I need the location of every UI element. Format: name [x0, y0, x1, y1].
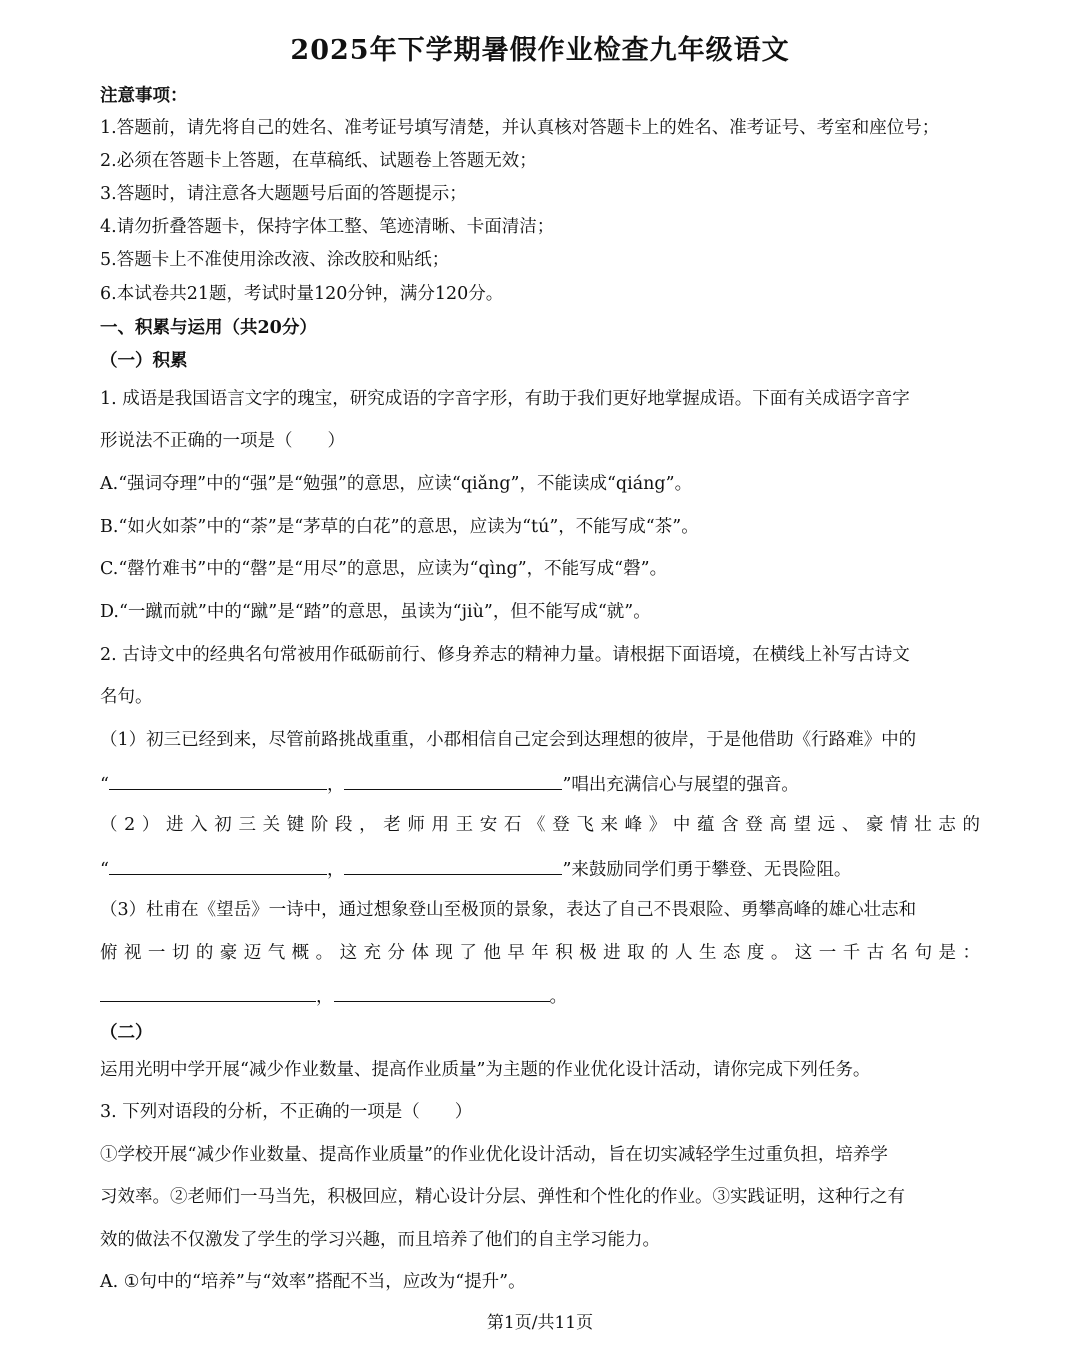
q3-passage: 习效率。②老师们一马当先，积极回应，精心设计分层、弹性和个性化的作业。③实践证明，这种行之有	[100, 1187, 905, 1207]
q2-part2-tail: ”来鼓励同学们勇于攀登、无畏险阻。	[562, 860, 852, 880]
q1-stem: 1. 成语是我国语言文字的瑰宝，研究成语的字音字形，有助于我们更好地掌握成语。下面有关成语字音字	[100, 389, 910, 409]
subsection-heading: （一）积累	[100, 351, 188, 371]
answer-blank[interactable]	[334, 983, 550, 1002]
q2-part3-blanks	[100, 983, 980, 1009]
section-heading: 一、积累与运用（共20分）	[100, 318, 317, 338]
q1-stem-cont: 形说法不正确的一项是（ ）	[100, 431, 345, 451]
notice-item: 6.本试卷共21题，考试时量120分钟，满分120分。	[100, 284, 504, 304]
answer-blank[interactable]	[109, 771, 327, 790]
q2-stem-cont: 名句。	[100, 687, 153, 707]
notice-heading: 注意事项：	[100, 86, 188, 106]
notice-item: 3.答题时，请注意各大题题号后面的答题提示；	[100, 184, 467, 204]
task-intro: 运用光明中学开展“减少作业数量、提高作业质量”为主题的作业优化设计活动，请你完成下列任务。	[100, 1060, 871, 1080]
notice-item: 5.答题卡上不准使用涂改液、涂改胶和贴纸；	[100, 250, 450, 270]
q1-option-b: B.“如火如荼”中的“荼”是“茅草的白花”的意思，应读为“tú”，不能写成“茶”。	[100, 517, 699, 537]
answer-blank[interactable]	[344, 856, 562, 875]
page-title: 2025年下学期暑假作业检查九年级语文	[290, 35, 790, 66]
q1-option-a: A.“强词夺理”中的“强”是“勉强”的意思，应读“qiǎng”，不能读成“qiáng”。	[100, 474, 693, 494]
q3-passage: 效的做法不仅激发了学生的学习兴趣，而且培养了他们的自主学习能力。	[100, 1230, 660, 1250]
answer-blank[interactable]	[109, 856, 327, 875]
answer-blank[interactable]	[344, 771, 562, 790]
comma: ，	[326, 775, 345, 795]
open-quote: “	[100, 775, 109, 795]
q2-part3-cont: 俯视一切的豪迈气概。这充分体现了他早年积极进取的人生态度。这一千古名句是：	[100, 943, 980, 963]
q2-part1: （1）初三已经到来，尽管前路挑战重重，小郡相信自己定会到达理想的彼岸，于是他借助《行路难》中的	[100, 730, 917, 750]
q2-part2: （2）进入初三关键阶段，老师用王安石《登飞来峰》中蕴含登高望远、豪情壮志的	[100, 815, 980, 835]
q1-option-c: C.“罄竹难书”中的“罄”是“用尽”的意思，应读为“qìng”，不能写成“磬”。	[100, 559, 668, 579]
answer-blank[interactable]	[100, 983, 316, 1002]
q2-part2-blanks	[100, 856, 980, 882]
subsection-heading: （二）	[100, 1023, 153, 1043]
q2-part1-tail: ”唱出充满信心与展望的强音。	[562, 775, 799, 795]
comma: ，	[326, 860, 345, 880]
comma: ，	[316, 987, 334, 1007]
q2-part3: （3）杜甫在《望岳》一诗中，通过想象登山至极顶的景象，表达了自己不畏艰险、勇攀高峰的雄心壮志和	[100, 900, 917, 920]
page-number: 第1页/共11页	[486, 1313, 594, 1333]
open-quote: “	[100, 860, 109, 880]
notice-item: 1.答题前，请先将自己的姓名、准考证号填写清楚，并认真核对答题卡上的姓名、准考证号、考室和座位号；	[100, 118, 940, 138]
period: 。	[549, 987, 567, 1007]
notice-item: 2.必须在答题卡上答题，在草稿纸、试题卷上答题无效；	[100, 151, 537, 171]
q3-passage: ①学校开展“减少作业数量、提高作业质量”的作业优化设计活动，旨在切实减轻学生过重负担，培养学	[100, 1145, 888, 1165]
notice-item: 4.请勿折叠答题卡，保持字体工整、笔迹清晰、卡面清洁；	[100, 217, 555, 237]
q2-stem: 2. 古诗文中的经典名句常被用作砥砺前行、修身养志的精神力量。请根据下面语境，在横线上补写古诗文	[100, 645, 910, 665]
q2-part1-blanks	[100, 771, 980, 797]
q1-option-d: D.“一蹴而就”中的“蹴”是“踏”的意思，虽读为“jiù”，但不能写成“就”。	[100, 602, 651, 622]
q3-option-a: A. ①句中的“培养”与“效率”搭配不当，应改为“提升”。	[100, 1272, 526, 1292]
q3-stem: 3. 下列对语段的分析，不正确的一项是（ ）	[100, 1102, 473, 1122]
